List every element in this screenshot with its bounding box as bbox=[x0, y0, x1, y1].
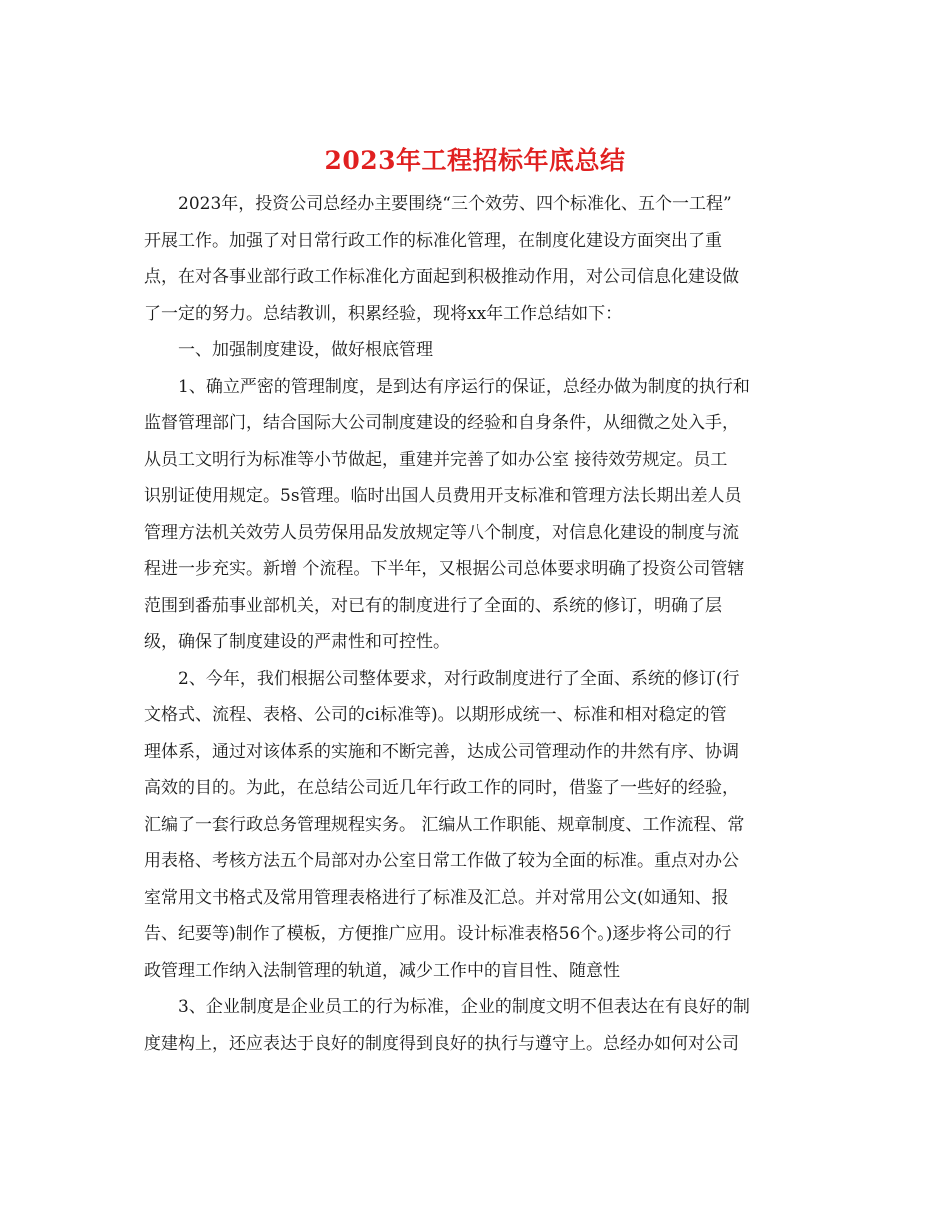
text-line: 管理方法机关效劳人员劳保用品发放规定等八个制度，对信息化建设的制度与流 bbox=[144, 522, 739, 543]
text-line: 程进一步充实。新增 个流程。下半年，又根据公司总体要求明确了投资公司管辖 bbox=[144, 559, 745, 579]
text-line: 级，确保了制度建设的严肃性和可控性。 bbox=[144, 632, 450, 652]
document-body bbox=[144, 186, 808, 1062]
text-line: 政管理工作纳入法制管理的轨道，减少工作中的盲目性、随意性 bbox=[144, 960, 620, 981]
text-line: 理体系，通过对该体系的实施和不断完善，达成公司管理动作的井然有序、协调 bbox=[144, 741, 739, 762]
paragraph-item-2 bbox=[144, 661, 808, 990]
text-line: 一、加强制度建设，做好根底管理 bbox=[178, 340, 433, 360]
text-line: 1、确立严密的管理制度，是到达有序运行的保证，总经办做为制度的执行和 bbox=[178, 376, 750, 397]
text-line: 2、今年，我们根据公司整体要求，对行政制度进行了全面、系统的修订(行 bbox=[178, 668, 740, 689]
text-line: 3、企业制度是企业员工的行为标准，企业的制度文明不但表达在有良好的制 bbox=[178, 997, 750, 1017]
section-heading bbox=[144, 332, 808, 369]
text-line: 高效的目的。为此，在总结公司近几年行政工作的同时，借鉴了一些好的经验， bbox=[144, 778, 739, 798]
paragraph-item-1 bbox=[144, 369, 808, 661]
text-line: 了一定的努力。总结教训，积累经验，现将xx年工作总结如下： bbox=[144, 303, 623, 324]
text-line: 2023年，投资公司总经办主要围绕“三个效劳、四个标准化、五个一工程” bbox=[178, 194, 732, 214]
text-line: 告、纪要等)制作了模板，方便推广应用。设计标准表格56个。)逐步将公司的行 bbox=[144, 924, 732, 944]
text-line: 开展工作。加强了对日常行政工作的标准化管理，在制度化建设方面突出了重 bbox=[144, 230, 722, 251]
text-line: 室常用文书格式及常用管理表格进行了标准及汇总。并对常用公文(如通知、报 bbox=[144, 887, 729, 908]
text-line: 度建构上，还应表达于良好的制度得到良好的执行与遵守上。总经办如何对公司 bbox=[144, 1033, 739, 1054]
document-title: 2023年工程招标年底总结 bbox=[324, 146, 626, 175]
paragraph-item-3 bbox=[144, 989, 808, 1062]
paragraph-intro bbox=[144, 186, 808, 332]
text-line: 范围到番茄事业部机关，对已有的制度进行了全面的、系统的修订，明确了层 bbox=[144, 595, 722, 616]
text-line: 识别证使用规定。5s管理。临时出国人员费用开支标准和管理方法长期出差人员 bbox=[144, 486, 742, 506]
text-line: 文格式、流程、表格、公司的ci标准等)。以期形成统一、标准和相对稳定的管 bbox=[144, 705, 727, 725]
text-line: 从员工文明行为标准等小节做起，重建并完善了如办公室 接待效劳规定。员工 bbox=[144, 449, 728, 470]
text-line: 用表格、考核方法五个局部对办公室日常工作做了较为全面的标准。重点对办公 bbox=[144, 851, 739, 871]
text-line: 汇编了一套行政总务管理规程实务。 汇编从工作职能、规章制度、工作流程、常 bbox=[144, 814, 745, 835]
text-line: 点，在对各事业部行政工作标准化方面起到积极推动作用，对公司信息化建设做 bbox=[144, 267, 739, 287]
text-line: 监督管理部门，结合国际大公司制度建设的经验和自身条件，从细微之处入手， bbox=[144, 413, 739, 433]
